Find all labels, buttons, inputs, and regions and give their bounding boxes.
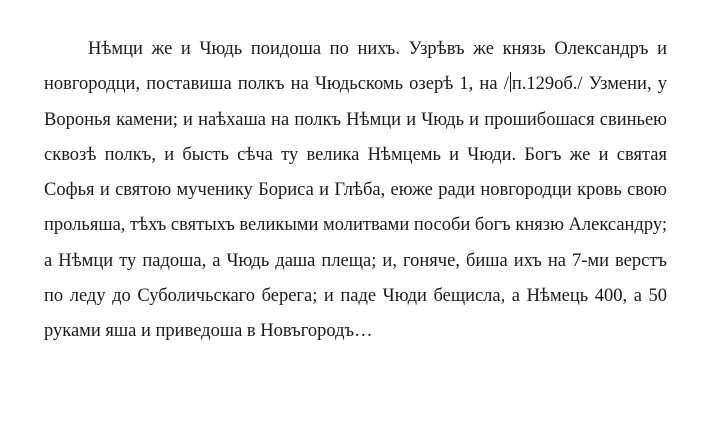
chronicle-paragraph[interactable]: [44, 32, 667, 350]
paragraph-text-end: п.129об./ Узмени, у Воронья камени; и наѣхаша на полкъ Нѣмци и Чюдь и прошибошася свиньею сквозѣ полкъ, и бысть сѣча ту велика Нѣмцемь и Чюди. Богъ же и святая Софья и святою мученику Бориса и Глѣба, еюже ради новгородци кровь свою прольяша, тѣхъ святыхъ великыми молитвами пособи богъ князю Александру; а Нѣмци ту падоша, а Чюдь даша плеща; и, гоняче, биша ихъ на 7-ми верстъ по леду до Суболичьскаго берега; и паде Чюди бещисла, а Нѣмець 400, а 50 руками яша и приведоша в Новъгородъ…: [44, 74, 667, 342]
document-page: [44, 32, 667, 350]
paragraph-text-start: Нѣмци же и Чюдь поидоша по нихъ. Узрѣвъ же князь Олександръ и новгородци, поставиша полкъ на Чюдьскомь озерѣ 1, на /: [44, 39, 667, 95]
text-cursor: [510, 72, 511, 92]
